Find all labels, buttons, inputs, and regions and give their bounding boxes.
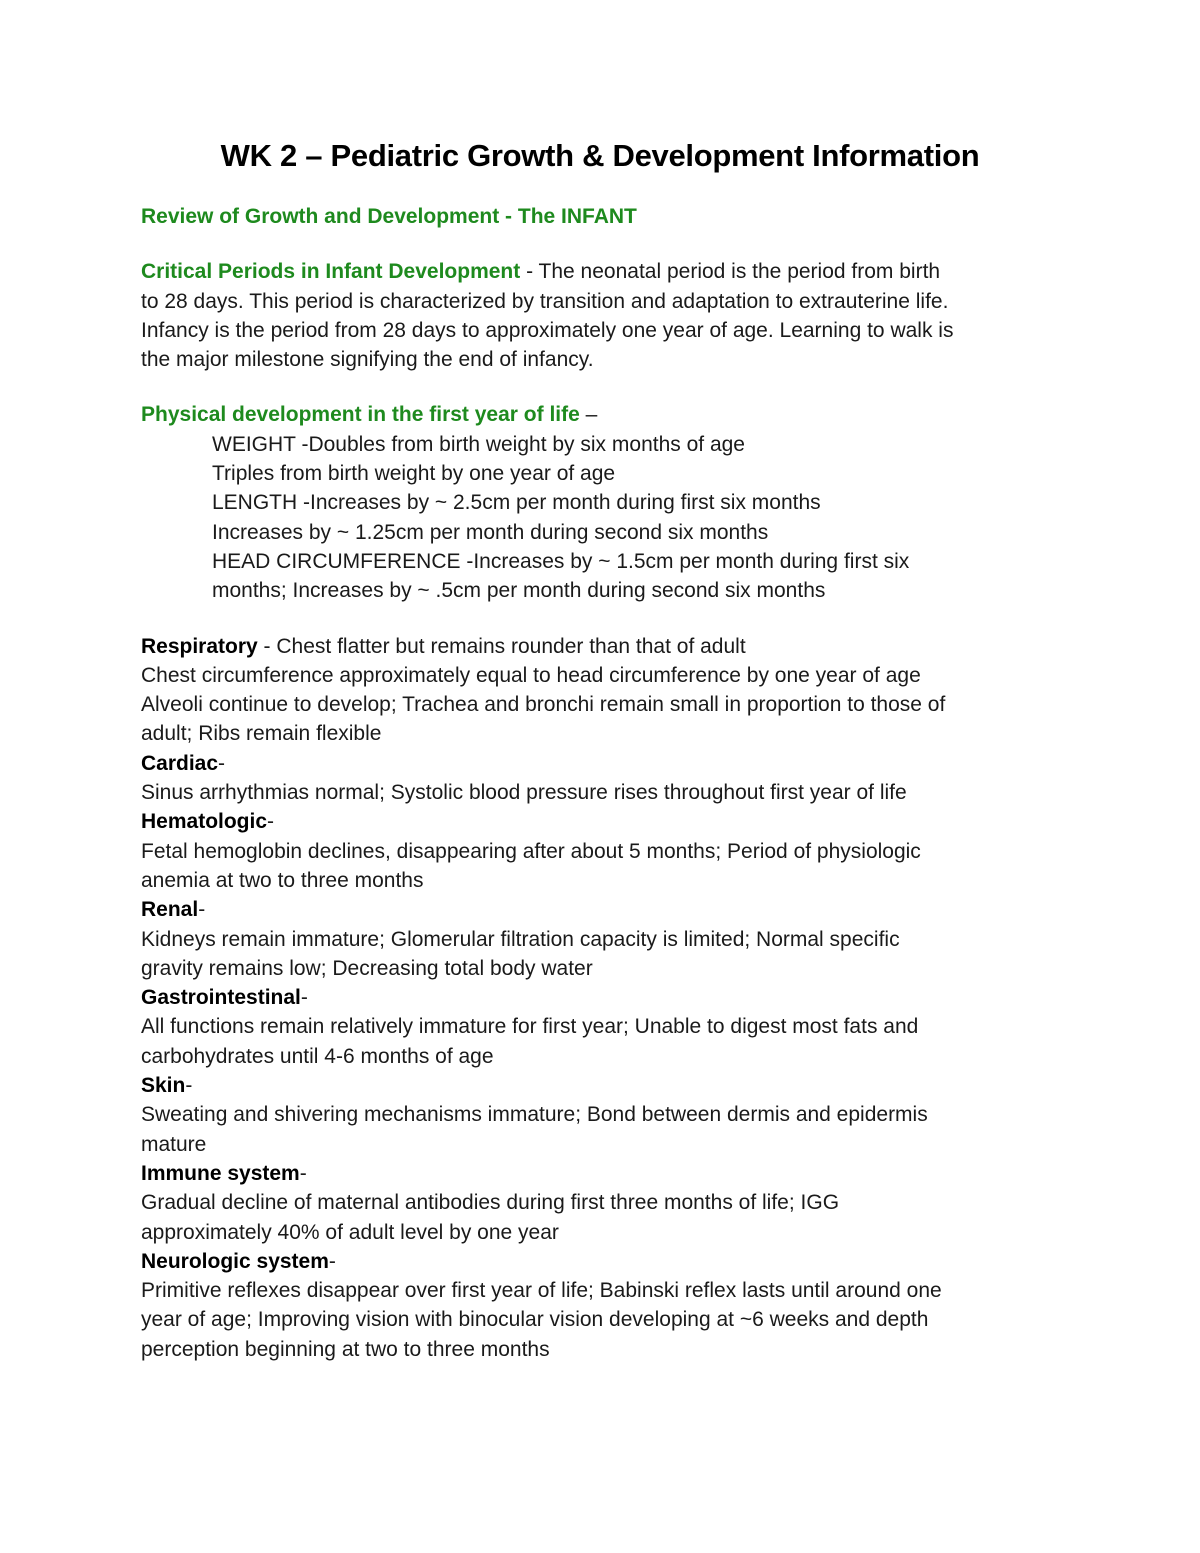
section-line: Sweating and shivering mechanisms immature; Bond between dermis and epidermis <box>141 1103 928 1127</box>
physical-line: LENGTH -Increases by ~ 2.5cm per month during first six months <box>212 491 821 515</box>
respiratory-line: adult; Ribs remain flexible <box>141 722 382 746</box>
section-label: Skin <box>141 1074 186 1098</box>
hematologic-section <box>141 807 1071 895</box>
section-line: year of age; Improving vision with binocular vision developing at ~6 weeks and depth <box>141 1308 929 1332</box>
section-line: All functions remain relatively immature for first year; Unable to digest most fats and <box>141 1015 919 1039</box>
physical-line: HEAD CIRCUMFERENCE -Increases by ~ 1.5cm per month during first six <box>212 549 910 573</box>
gastrointestinal-section <box>141 983 1071 1071</box>
section-line: Kidneys remain immature; Glomerular filtration capacity is limited; Normal specific <box>141 927 900 951</box>
section-line: carbohydrates until 4-6 months of age <box>141 1044 494 1068</box>
respiratory-line: Chest circumference approximately equal to head circumference by one year of age <box>141 663 921 687</box>
section-label: Gastrointestinal <box>141 986 301 1010</box>
skin-section <box>141 1071 1071 1159</box>
critical-periods-label: Critical Periods in Infant Development <box>141 260 521 284</box>
section-line: gravity remains low; Decreasing total body water <box>141 956 593 980</box>
critical-line: Infancy is the period from 28 days to approximately one year of age. Learning to walk is <box>141 318 954 342</box>
section-dash: - <box>218 751 226 775</box>
physical-dash: – <box>579 403 598 427</box>
physical-line: Triples from birth weight by one year of age <box>212 462 616 486</box>
document-title: WK 2 – Pediatric Growth & Development Information <box>220 138 980 173</box>
document-body <box>141 202 1071 1364</box>
review-heading: Review of Growth and Development - The INFANT <box>141 205 637 228</box>
section-dash: - <box>328 1249 336 1273</box>
section-line: anemia at two to three months <box>141 868 424 892</box>
respiratory-line: Alveoli continue to develop; Trachea and bronchi remain small in proportion to those of <box>141 693 946 717</box>
section-dash: - <box>267 810 275 834</box>
section-label: Immune system <box>141 1161 300 1185</box>
section-label: Neurologic system <box>141 1249 329 1273</box>
section-line: perception beginning at two to three months <box>141 1337 550 1361</box>
respiratory-first: - Chest flatter but remains rounder than that of adult <box>257 634 746 658</box>
section-line: Gradual decline of maternal antibodies during first three months of life; IGG <box>141 1191 840 1215</box>
section-line: mature <box>141 1132 207 1156</box>
section-line: Primitive reflexes disappear over first year of life; Babinski reflex lasts until around one <box>141 1279 942 1303</box>
critical-line: to 28 days. This period is characterized by transition and adaptation to extrauterine life. <box>141 289 949 313</box>
respiratory-label: Respiratory <box>141 634 258 658</box>
physical-line: months; Increases by ~ .5cm per month during second six months <box>212 579 826 603</box>
physical-development-label: Physical development in the first year of life <box>141 403 580 427</box>
physical-line: Increases by ~ 1.25cm per month during second six months <box>212 520 769 544</box>
section-dash: - <box>198 898 206 922</box>
physical-line: WEIGHT -Doubles from birth weight by six months of age <box>212 432 745 456</box>
critical-line: the major milestone signifying the end of infancy. <box>141 348 594 372</box>
section-line: Fetal hemoglobin declines, disappearing after about 5 months; Period of physiologic <box>141 839 921 863</box>
section-dash: - <box>299 1161 307 1185</box>
respiratory-section <box>141 632 1071 749</box>
section-dash: - <box>185 1074 193 1098</box>
section-line: Sinus arrhythmias normal; Systolic blood pressure rises throughout first year of life <box>141 781 907 805</box>
section-label: Cardiac <box>141 751 219 775</box>
section-label: Hematologic <box>141 810 268 834</box>
immune-system-section <box>141 1159 1071 1247</box>
section-label: Renal <box>141 898 199 922</box>
cardiac-section <box>141 749 1071 808</box>
critical-periods-paragraph <box>141 257 1071 374</box>
critical-line: - The neonatal period is the period from birth <box>520 260 941 284</box>
renal-section <box>141 895 1071 983</box>
physical-development-heading <box>141 400 1071 429</box>
section-dash: - <box>300 986 308 1010</box>
physical-development-list <box>141 430 1071 606</box>
neurologic-system-section <box>141 1247 1071 1364</box>
section-line: approximately 40% of adult level by one year <box>141 1220 559 1244</box>
